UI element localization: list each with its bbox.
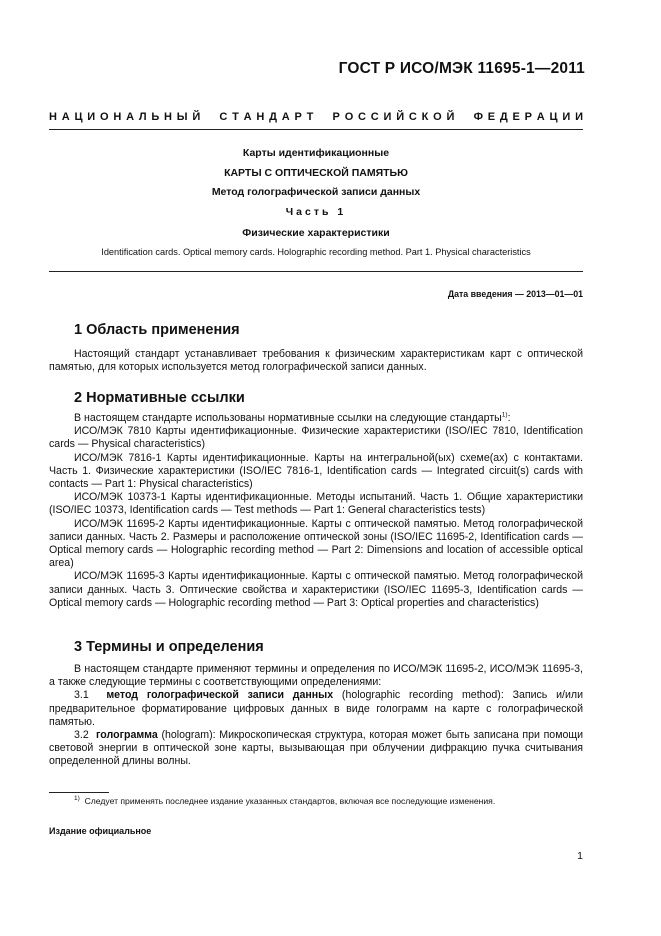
official-edition-label: Издание официальное xyxy=(49,826,152,836)
reference-item: ИСО/МЭК 11695-2 Карты идентификационные. Карты с оптической памятью. Метод голографической записи данных. Часть 2. Размеры и расположение оптической зоны (ISO/IEC 11695-2, Identification cards — Optical memory cards — Holographic recording method — Part 2: Dimensions and location of accessible optical area) xyxy=(49,517,583,570)
title-line-1: Карты идентификационные xyxy=(242,147,390,159)
title-english: Identification cards. Optical memory cards. Holographic recording method. Part 1. Physical characteristics xyxy=(101,247,531,257)
section-2-body xyxy=(49,412,583,610)
term-3-2-name: голограмма xyxy=(96,729,158,742)
page-number: 1 xyxy=(577,850,583,862)
gost-code: ГОСТ Р ИСО/МЭК 11695-1—2011 xyxy=(338,60,585,77)
section-1-heading: 1 Область применения xyxy=(74,322,240,338)
section-3-heading: 3 Термины и определения xyxy=(74,639,264,655)
footnote-separator xyxy=(49,792,109,793)
footnote-mark: 1) xyxy=(74,795,80,803)
title-line-2: КАРТЫ С ОПТИЧЕСКОЙ ПАМЯТЬЮ xyxy=(224,167,408,179)
header-rule-top xyxy=(49,129,583,130)
introduction-date: Дата введения — 2013—01—01 xyxy=(447,289,583,299)
national-standard-text: Н А Ц И О Н А Л Ь Н Ы Й С Т А Н Д А Р Т Р О С С И Й С К О Й Ф Е Д Е Р А Ц И И xyxy=(49,111,583,123)
section-3-body xyxy=(49,663,583,769)
section-1-text: Настоящий стандарт устанавливает требования к физическим характеристикам карт с оптической памятью, для которых используется метод голографической записи данных. xyxy=(49,348,583,374)
title-line-3: Метод голографической записи данных xyxy=(211,186,421,198)
header-rule-bottom xyxy=(49,271,583,272)
footnote-text: Следует применять последнее издание указанных стандартов, включая все последующие изменения. xyxy=(84,796,496,806)
reference-item: ИСО/МЭК 7810 Карты идентификационные. Физические характеристики (ISO/IEC 7810, Identification cards — Physical characteristics) xyxy=(49,425,583,451)
footnote-ref-mark: 1) xyxy=(501,411,508,419)
term-3-2: 3.2 голограмма (hologram): Микроскопическая структура, которая может быть записана при помощи световой энергии в оптической зоне карты, вызывающая при облучении дифракцию пучка считывания определенной длины волны. xyxy=(49,729,584,768)
section-2-heading: 2 Нормативные ссылки xyxy=(74,390,245,406)
reference-item: ИСО/МЭК 10373-1 Карты идентификационные. Методы испытаний. Часть 1. Общие характеристики (ISO/IEC 10373, Identification cards — Test methods — Part 1: General characteristics tests) xyxy=(49,491,583,517)
section-2-intro: В настоящем стандарте использованы нормативные ссылки на следующие стандарты$^{1)}$: xyxy=(74,411,511,424)
national-standard-banner xyxy=(49,111,583,123)
reference-item: ИСО/МЭК 11695-3 Карты идентификационные. Карты с оптической памятью. Метод голографической записи данных. Часть 3. Оптические свойства и характеристики (ISO/IEC 11695-3, Identification cards — Optical memory cards — Holographic recording method — Part 3: Optical properties and characteristics) xyxy=(49,570,583,609)
section-3-intro: В настоящем стандарте применяют термины и определения по ИСО/МЭК 11695-2, ИСО/МЭК 11695-3, а также следующие термины с соответствующими определениями: xyxy=(49,663,583,689)
title-part-name: Физические характеристики xyxy=(242,227,390,239)
section-1-body xyxy=(49,348,583,374)
term-3-1-name: метод голографической записи данных xyxy=(106,689,334,702)
term-3-1: 3.1 метод голографической записи данных (holographic recording method): Запись и/или предварительное форматирование цифровых данных в виде голограмм на карте с голографической памятью. xyxy=(49,689,583,728)
footnote xyxy=(74,796,495,806)
title-part: Часть 1 xyxy=(285,206,347,218)
reference-item: ИСО/МЭК 7816-1 Карты идентификационные. Карты на интегральной(ых) схеме(ах) с контактами. Часть 1. Физические характеристики (ISO/IEC 7816-1, Identification cards — Integrated circuit(s) cards with contacts — Part 1: Physical characteristics) xyxy=(49,451,583,491)
